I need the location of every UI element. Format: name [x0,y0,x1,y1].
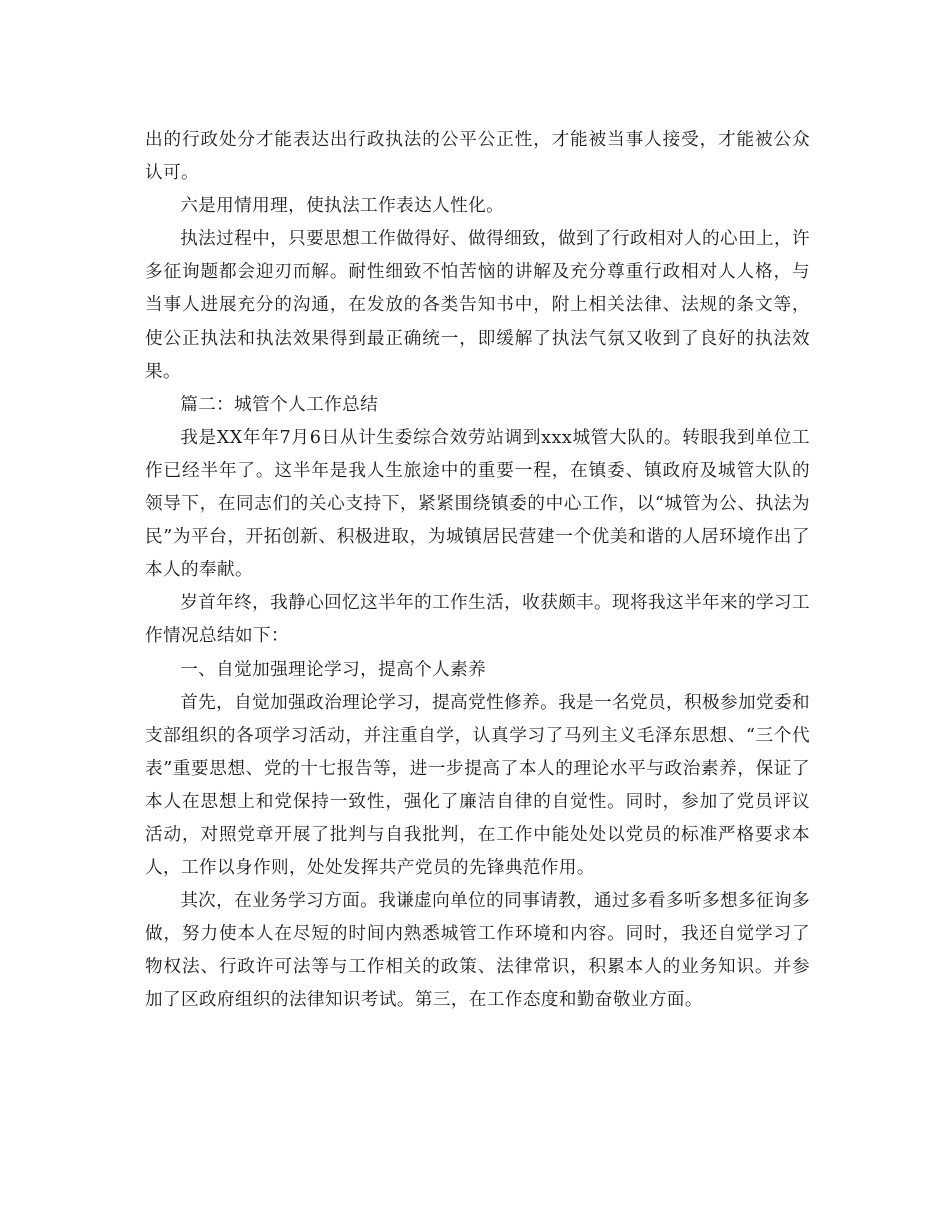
document-body [145,124,810,1018]
subheading-theory-study: 一、自觉加强理论学习，提高个人素养 [180,659,487,680]
paragraph-business-study: 其次，在业务学习方面。我谦虚向单位的同事请教，通过多看多听多想多征询多做，努力使本人在尽短的时间内熟悉城管工作环境和内容。同时，我还自觉学习了物权法、行政许可法等与工作相关的政策、法律常识，积累本人的业务知识。并参加了区政府组织的法律知识考试。第三，在工作态度和勤奋敬业方面。 [145,891,810,1011]
paragraph-point-six: 六是用情用理，使执法工作表达人性化。 [180,196,505,217]
paragraph-enforcement-process: 执法过程中，只要思想工作做得好、做得细致，做到了行政相对人的心田上，许多征询题都会迎刃而解。耐性细致不怕苦恼的讲解及充分尊重行政相对人人格，与当事人进展充分的沟通，在发放的各类告知书中，附上相关法律、法规的条文等，使公正执法和执法效果得到最正确统一，即缓解了执法气氛又收到了良好的执法效果。 [145,229,810,382]
paragraph-continuation: 出的行政处分才能表达出行政执法的公平公正性，才能被当事人接受，才能被公众认可。 [145,130,810,184]
paragraph-year-end-review: 岁首年终，我静心回忆这半年的工作生活，收获颇丰。现将我这半年来的学习工作情况总结如下： [145,593,810,647]
paragraph-introduction: 我是XX年年7月6日从计生委综合效劳站调到xxx城管大队的。转眼我到单位工作已经半年了。这半年是我人生旅途中的重要一程，在镇委、镇政府及城管大队的领导下，在同志们的关心支持下，紧紧围绕镇委的中心工作，以“城管为公、执法为民”为平台，开拓创新、积极进取，为城镇居民营建一个优美和谐的人居环境作出了本人的奉献。 [145,427,810,581]
paragraph-political-study: 首先，自觉加强政治理论学习，提高党性修养。我是一名党员，积极参加党委和支部组织的各项学习活动，并注重自学，认真学习了马列主义毛泽东思想、“三个代表”重要思想、党的十七报告等，进一步提高了本人的理论水平与政治素养，保证了本人在思想上和党保持一致性，强化了廉洁自律的自觉性。同时，参加了党员评议活动，对照党章开展了批判与自我批判，在工作中能处处以党员的标准严格要求本人，工作以身作则，处处发挥共产党员的先锋典范作用。 [145,692,810,879]
section-heading-part-two: 篇二：城管个人工作总结 [180,394,379,415]
